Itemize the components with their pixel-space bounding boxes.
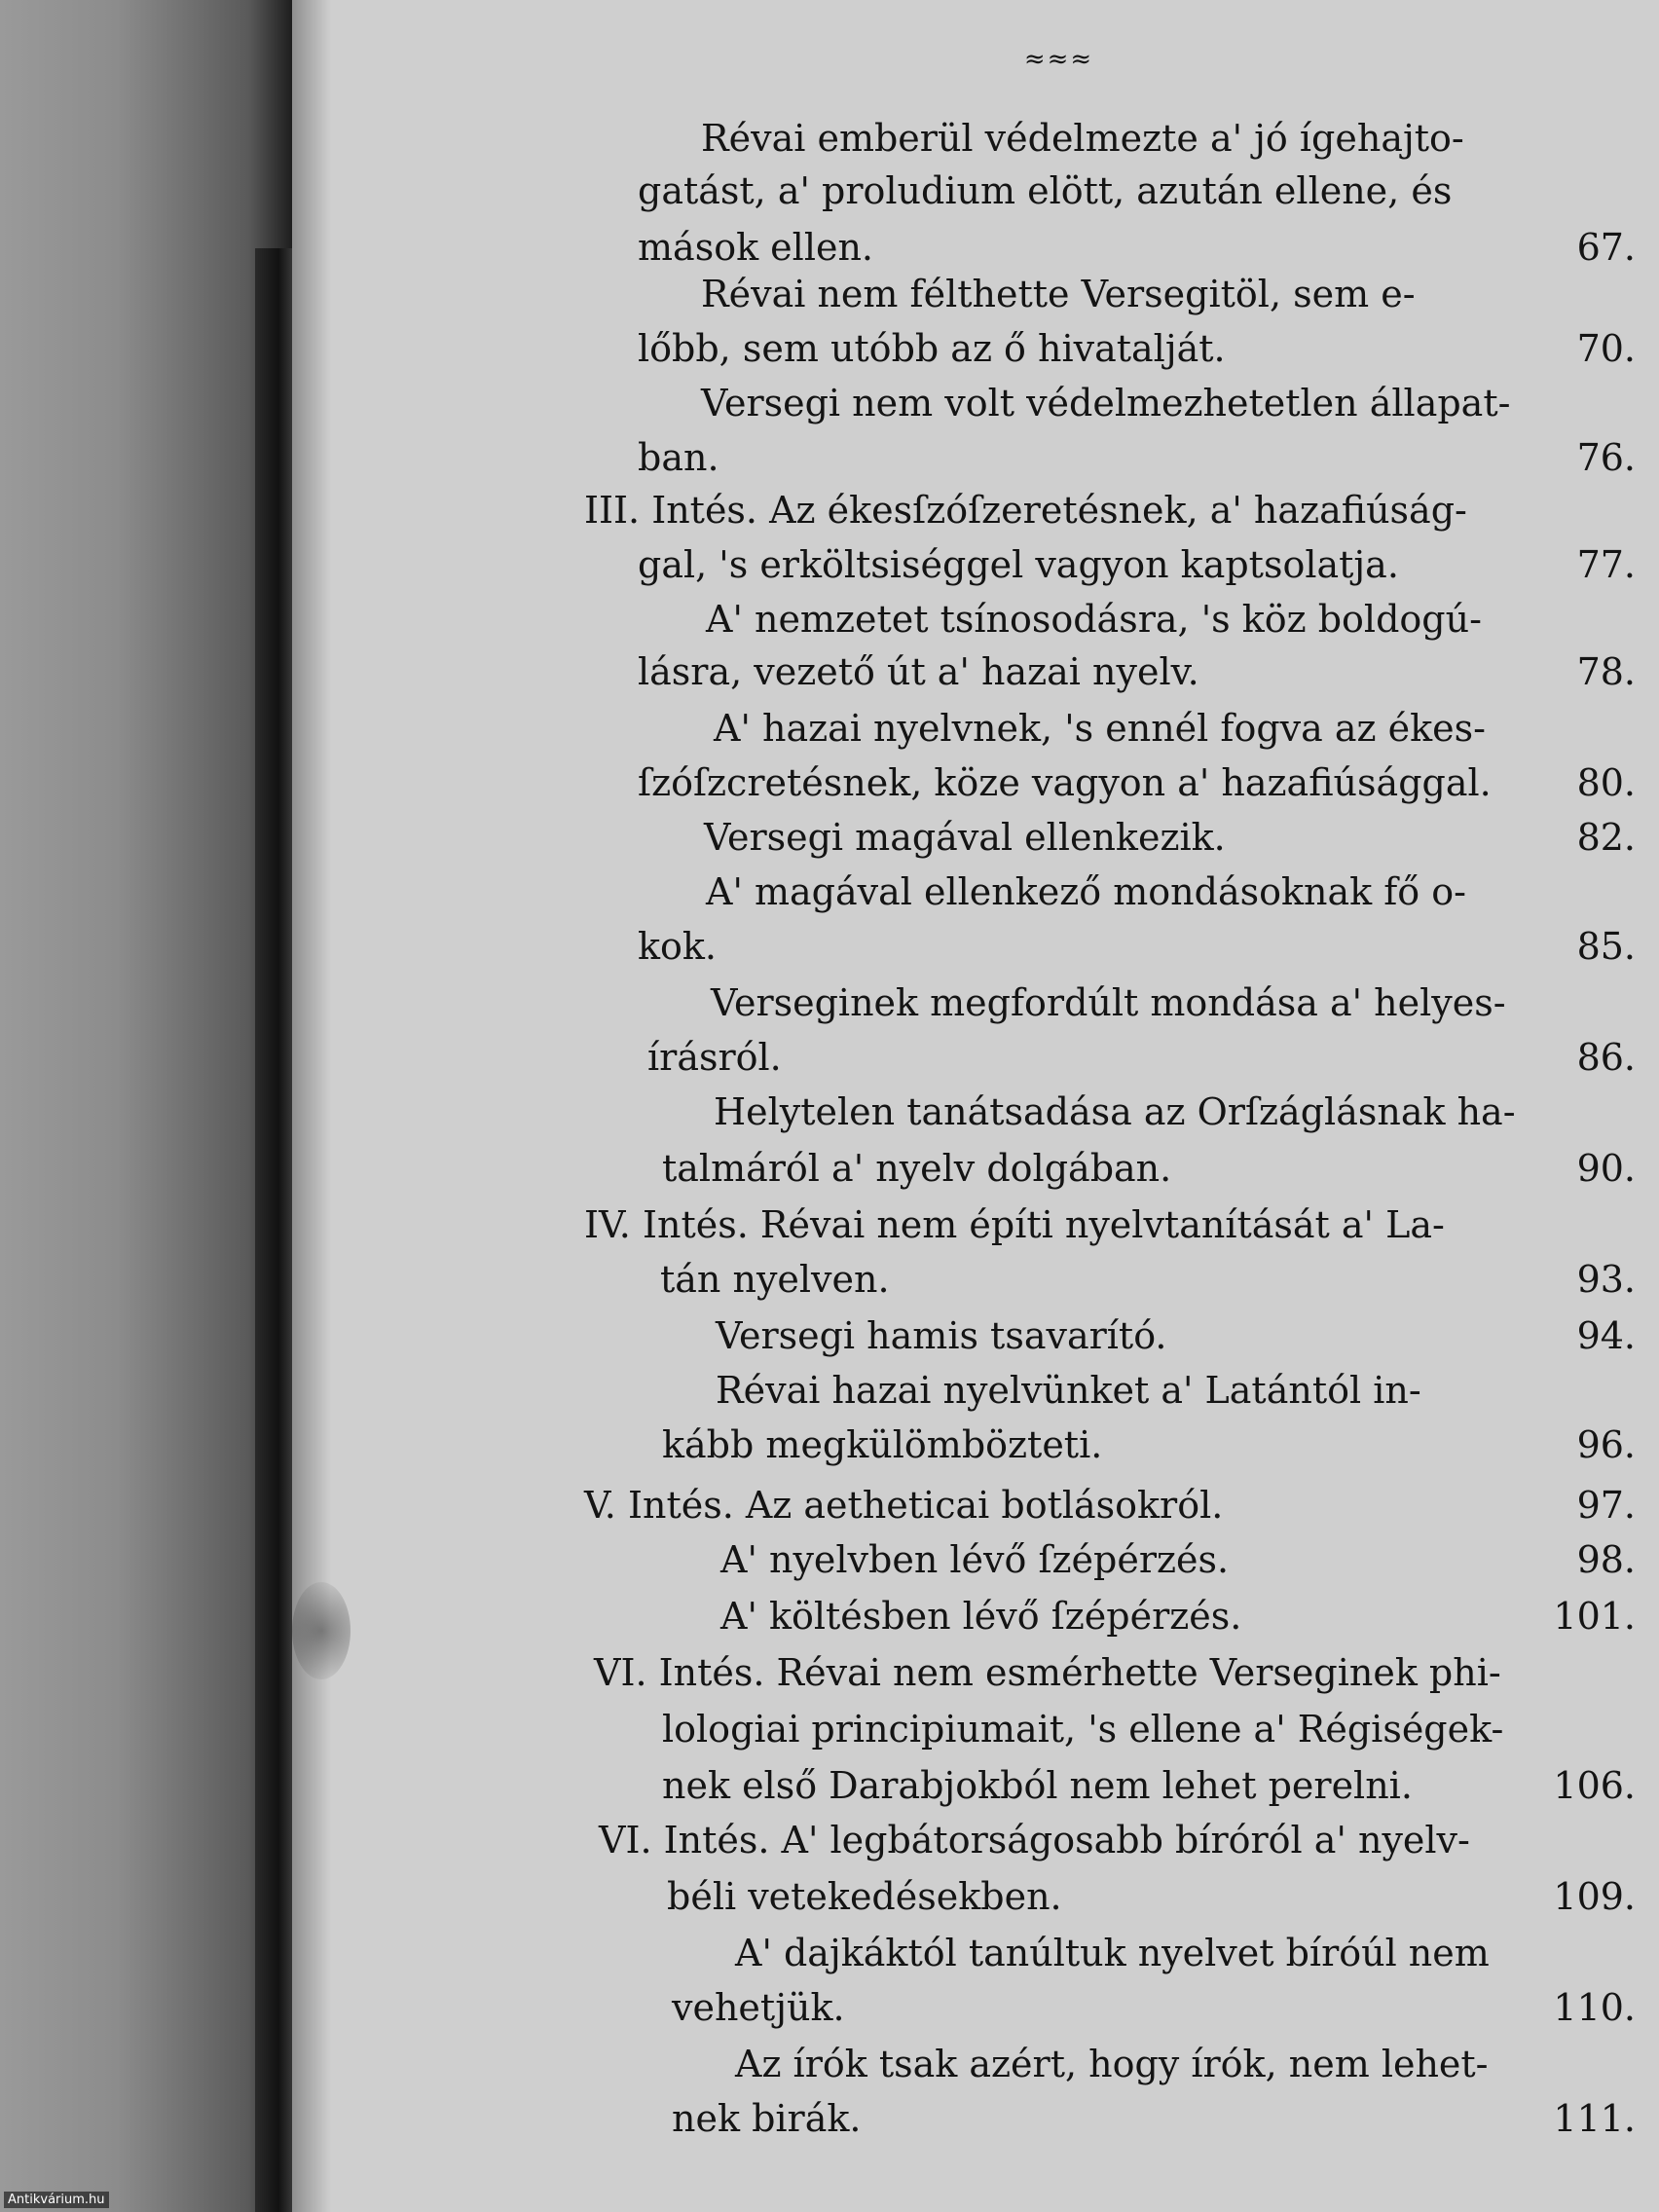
toc-entry-text: nek első Darabjokból nem lehet perelni. xyxy=(662,1764,1413,1807)
toc-entry-text: tán nyelven. xyxy=(660,1258,890,1301)
toc-entry xyxy=(0,1141,1659,1196)
toc-entry xyxy=(0,483,1659,537)
toc-page-number: 96. xyxy=(1576,1423,1636,1466)
toc-entry xyxy=(0,1478,1659,1532)
toc-entry-text: gal, 's erköltsiséggel vagyon kaptsolatja. xyxy=(638,543,1399,586)
toc-entry-text: nek birák. xyxy=(672,2097,862,2140)
toc-page-number: 109. xyxy=(1553,1875,1636,1918)
toc-entry xyxy=(0,1980,1659,2035)
toc-entry-text: béli vetekedésekben. xyxy=(667,1875,1062,1918)
toc-entry-text: Versegi magával ellenkezik. xyxy=(704,816,1226,859)
toc-page-number: 101. xyxy=(1553,1595,1636,1638)
toc-entry xyxy=(0,701,1659,756)
toc-entry xyxy=(0,111,1659,166)
toc-entry-text: VI. Intés. A' legbátorságosabb bíróról a' nyelv- xyxy=(599,1819,1470,1862)
toc-entry xyxy=(0,1645,1659,1700)
toc-entry-text: A' nyelvben lévő ſzépérzés. xyxy=(720,1538,1230,1581)
toc-entry xyxy=(0,321,1659,376)
toc-entry-text: Révai hazai nyelvünket a' Latántól in- xyxy=(716,1369,1421,1412)
toc-entry-text: Versegi hamis tsavarító. xyxy=(716,1314,1167,1357)
toc-entry xyxy=(0,376,1659,430)
toc-entry-text: Helytelen tanátsadása az Orſzáglásnak ha- xyxy=(714,1090,1516,1133)
toc-entry xyxy=(0,1198,1659,1252)
toc-entry-text: gatást, a' proludium elött, azután ellene, és xyxy=(638,169,1453,212)
toc-entry-text: írásról. xyxy=(647,1036,782,1079)
toc-entry xyxy=(0,592,1659,646)
toc-entry xyxy=(0,430,1659,485)
toc-entry xyxy=(0,1813,1659,1867)
toc-entry xyxy=(0,537,1659,592)
toc-entry xyxy=(0,865,1659,919)
toc-entry-text: kok. xyxy=(638,925,718,968)
toc-entry-text: ban. xyxy=(638,436,719,479)
toc-entry-text: lásra, vezető út a' hazai nyelv. xyxy=(638,650,1199,693)
toc-entry xyxy=(0,1030,1659,1085)
toc-entry-text: ſzóſzcretésnek, köze vagyon a' hazafiúsággal. xyxy=(638,761,1492,804)
toc-entry-text: lőbb, sem utóbb az ő hivatalját. xyxy=(638,327,1226,370)
toc-entry-text: A' dajkáktól tanúltuk nyelvet bíróúl nem xyxy=(735,1932,1490,1974)
toc-page-number: 70. xyxy=(1576,327,1636,370)
toc-entry xyxy=(0,1309,1659,1363)
toc-entry xyxy=(0,810,1659,865)
toc-entry xyxy=(0,1252,1659,1307)
toc-page-number: 106. xyxy=(1553,1764,1636,1807)
toc-entry-text: III. Intés. Az ékesſzóſzeretésnek, a' hazafiúság- xyxy=(584,489,1467,532)
toc-page-number: 85. xyxy=(1576,925,1636,968)
toc-entry xyxy=(0,1702,1659,1756)
toc-entry xyxy=(0,1418,1659,1472)
toc-page-number: 94. xyxy=(1576,1314,1636,1357)
toc-entry xyxy=(0,2091,1659,2146)
toc-page-number: 80. xyxy=(1576,761,1636,804)
toc-entry-text: IV. Intés. Révai nem építi nyelvtanítását a' La- xyxy=(584,1203,1445,1246)
toc-entry-text: talmáról a' nyelv dolgában. xyxy=(662,1147,1172,1190)
toc-page-number: 86. xyxy=(1576,1036,1636,1079)
header-ornament: ≈≈≈ xyxy=(1023,45,1094,74)
toc-page-number: 97. xyxy=(1576,1484,1636,1527)
toc-page-number: 93. xyxy=(1576,1258,1636,1301)
toc-entry xyxy=(0,919,1659,974)
toc-entry xyxy=(0,645,1659,699)
toc-entry-text: kább megkülömbözteti. xyxy=(662,1423,1103,1466)
toc-page-number: 90. xyxy=(1576,1147,1636,1190)
toc-entry-text: V. Intés. Az aetheticai botlásokról. xyxy=(584,1484,1224,1527)
toc-entry-text: A' költésben lévő ſzépérzés. xyxy=(720,1595,1242,1638)
toc-page-number: 82. xyxy=(1576,816,1636,859)
toc-entry-text: Révai emberül védelmezte a' jó ígehajto- xyxy=(701,117,1464,160)
toc-entry xyxy=(0,1085,1659,1139)
toc-entry-text: mások ellen. xyxy=(638,226,874,269)
toc-entry-text: A' nemzetet tsínosodásra, 's köz boldogú- xyxy=(706,598,1482,641)
toc-entry-text: Verseginek megfordúlt mondása a' helyes- xyxy=(711,981,1506,1024)
toc-entry xyxy=(0,1363,1659,1418)
toc-page-number: 98. xyxy=(1576,1538,1636,1581)
toc-entry xyxy=(0,2037,1659,2091)
toc-entry xyxy=(0,976,1659,1030)
toc-entry-text: A' hazai nyelvnek, 's ennél fogva az ékes- xyxy=(714,707,1486,750)
toc-entry xyxy=(0,1926,1659,1980)
toc-entry-text: Versegi nem volt védelmezhetetlen állapat- xyxy=(701,382,1511,424)
toc-entry xyxy=(0,1532,1659,1587)
toc-entry xyxy=(0,1589,1659,1643)
toc-entry xyxy=(0,756,1659,810)
toc-entry-text: VI. Intés. Révai nem esmérhette Verseginek phi- xyxy=(594,1651,1501,1694)
toc-entry xyxy=(0,164,1659,218)
toc-entry-text: Az írók tsak azért, hogy írók, nem lehet- xyxy=(735,2043,1489,2085)
toc-entry-text: vehetjük. xyxy=(672,1986,845,2029)
toc-entry xyxy=(0,267,1659,321)
toc-page-number: 67. xyxy=(1576,226,1636,269)
toc-entry-text: Révai nem félthette Versegitöl, sem e- xyxy=(701,273,1416,315)
toc-entry xyxy=(0,1869,1659,1924)
toc-page-number: 76. xyxy=(1576,436,1636,479)
watermark: Antikvárium.hu xyxy=(4,2192,109,2208)
toc-entry xyxy=(0,1758,1659,1813)
toc-entry-text: A' magával ellenkező mondásoknak fő o- xyxy=(706,870,1466,913)
toc-page-number: 110. xyxy=(1553,1986,1636,2029)
toc-entry-text: lologiai principiumait, 's ellene a' Régiségek- xyxy=(662,1708,1504,1751)
toc-page-number: 111. xyxy=(1553,2097,1636,2140)
toc-page-number: 78. xyxy=(1576,650,1636,693)
toc-page-number: 77. xyxy=(1576,543,1636,586)
